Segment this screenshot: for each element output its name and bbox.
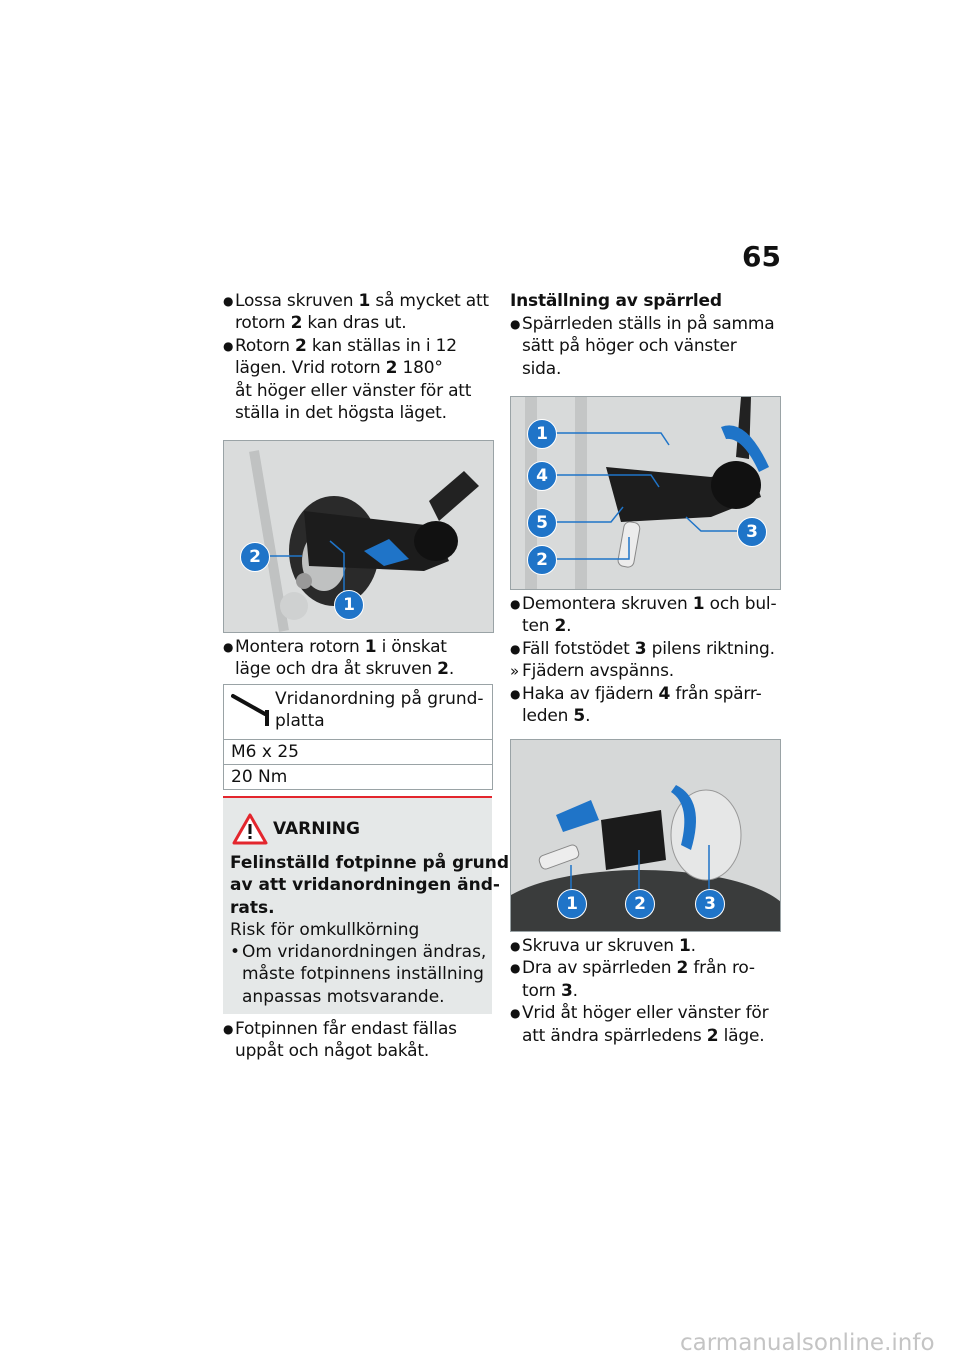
text-line [235, 658, 498, 680]
part-number: 5 [573, 706, 586, 727]
list-item [510, 313, 785, 380]
text: att ändra spärrledens [522, 1025, 707, 1046]
text: 180° [397, 358, 443, 379]
text-line [235, 357, 498, 379]
text-line [235, 636, 498, 658]
list-item [223, 636, 498, 681]
list-item [223, 1018, 498, 1063]
bullet: ● [223, 640, 234, 654]
text-line [235, 1018, 498, 1040]
instruction-list [223, 290, 498, 424]
watermark: carmanualsonline.info [680, 1330, 935, 1356]
list-item [510, 593, 785, 638]
bullet: ● [510, 961, 521, 976]
text-line [235, 402, 498, 424]
warning-risk: Risk för omkullkörning [230, 920, 420, 940]
text: pilens riktning. [646, 638, 775, 659]
text: torn [522, 980, 561, 1001]
text: kan ställas in i 12 [306, 335, 457, 356]
text: läge. [718, 1025, 765, 1046]
text: läge och dra åt skruven [235, 659, 438, 680]
bullet: ● [510, 939, 521, 953]
text: uppåt och något bakåt. [235, 1041, 430, 1062]
text-line [522, 957, 785, 979]
part-number: 1 [679, 936, 691, 956]
instruction-list [510, 593, 785, 727]
part-number: 2 [676, 958, 689, 979]
text: . [566, 616, 572, 637]
text-line [522, 660, 785, 682]
torque-label-line: platta [275, 711, 325, 732]
text: och bul- [704, 594, 777, 614]
part-number: 2 [294, 335, 307, 356]
text: sätt på höger och vänster [522, 336, 737, 357]
callout-3: 3 [695, 889, 725, 919]
text-line [522, 593, 785, 615]
torque-wrench-icon [231, 692, 275, 732]
text: ten [522, 616, 555, 637]
part-number: 3 [634, 638, 647, 659]
part-number: 1 [692, 594, 705, 614]
text: sida. [522, 358, 562, 379]
ratchet-removal-illustration [510, 739, 781, 932]
instruction-list [510, 935, 785, 1047]
callout-1: 1 [527, 419, 557, 449]
text: rotorn [235, 313, 291, 334]
part-number: 2 [706, 1025, 719, 1046]
text: Skruva ur skruven [522, 936, 680, 956]
bullet: ● [510, 317, 521, 331]
text: leden [522, 706, 574, 727]
text-line [522, 935, 785, 957]
warning-heading-line: rats. [230, 897, 275, 918]
text: från ro- [688, 958, 755, 979]
torque-label-line: Vridanordning på grund- [275, 689, 484, 709]
text: Dra av spärrleden [522, 958, 677, 979]
bullet: ● [223, 294, 234, 308]
part-number: 1 [364, 637, 377, 657]
text-line [235, 335, 498, 357]
text-line [522, 615, 785, 637]
warning-heading-line: Felinställd fotpinne på grund [230, 853, 510, 873]
callout-2: 2 [527, 545, 557, 575]
callout-4: 4 [527, 461, 557, 491]
callout-2: 2 [625, 889, 655, 919]
text: . [572, 980, 578, 1001]
text-line [235, 380, 498, 402]
warning-text-line: måste fotpinnens inställning [242, 964, 484, 985]
text: i önskat [376, 637, 447, 657]
text: lägen. Vrid rotorn [235, 358, 386, 379]
text: Fäll fotstödet [522, 638, 635, 659]
list-item [510, 957, 785, 1002]
text-line [522, 638, 785, 660]
text: Lossa skruven [235, 291, 359, 311]
text-line [522, 335, 785, 357]
part-number: 2 [290, 313, 303, 334]
text-line [235, 1040, 498, 1062]
text: Montera rotorn [235, 637, 365, 657]
callout-5: 5 [527, 508, 557, 538]
text-line [522, 358, 785, 380]
list-item [510, 935, 785, 957]
bullet: ● [510, 641, 521, 656]
list-item [510, 683, 785, 728]
part-number: 3 [560, 980, 573, 1001]
result-item [510, 660, 785, 682]
torque-table [223, 684, 493, 790]
text: från spärr- [670, 683, 762, 704]
callout-3: 3 [737, 517, 767, 547]
bullet: ● [223, 1022, 234, 1036]
text-line [522, 980, 785, 1002]
text: Fjädern avspänns. [522, 661, 674, 682]
warning-text-line: anpassas motsvarande. [242, 986, 445, 1007]
text: . [690, 936, 696, 956]
text: ställa in det högsta läget. [235, 403, 447, 424]
text: Fotpinnen får endast fällas [235, 1019, 457, 1039]
bullet: » [510, 662, 519, 681]
warning-title: VARNING [273, 819, 360, 839]
list-item [223, 290, 498, 335]
ratchet-joint-illustration [510, 396, 781, 590]
callout-2: 2 [240, 542, 270, 572]
list-item [223, 335, 498, 425]
warning-heading-line: av att vridanordningen änd- [230, 875, 500, 896]
bullet: • [230, 942, 241, 962]
torque-table-header [224, 685, 492, 739]
text: . [448, 659, 455, 680]
part-number: 1 [358, 291, 371, 311]
text-line [235, 312, 498, 334]
text: Haka av fjädern [522, 683, 659, 704]
bullet: ● [510, 1006, 521, 1021]
instruction-list [510, 313, 785, 380]
callout-1: 1 [557, 889, 587, 919]
text-line [522, 705, 785, 727]
text: Demontera skruven [522, 594, 693, 614]
text-line [522, 1025, 785, 1047]
list-item [510, 638, 785, 660]
part-number: 4 [658, 683, 671, 704]
bullet: ● [510, 597, 521, 611]
part-number: 2 [385, 358, 398, 379]
part-number: 2 [554, 616, 567, 637]
instruction-list [223, 636, 498, 681]
text-line [522, 683, 785, 705]
list-item [510, 1002, 785, 1047]
text: åt höger eller vänster för att [235, 380, 472, 401]
instruction-list [223, 1018, 498, 1063]
text: . [585, 706, 591, 727]
text: Spärrleden ställs in på samma [522, 314, 775, 334]
text-line [522, 313, 785, 335]
section-heading: Inställning av spärrled [510, 291, 722, 311]
footpeg-rotor-illustration [223, 440, 494, 633]
text-line [235, 290, 498, 312]
text: så mycket att [370, 291, 489, 311]
part-number: 2 [437, 659, 449, 680]
page-number: 65 [742, 240, 781, 273]
text: Vrid åt höger eller vänster för [522, 1003, 769, 1024]
callout-1: 1 [334, 590, 364, 620]
warning-box [223, 796, 510, 1014]
bolt-size: M6 x 25 [224, 739, 492, 764]
text: kan dras ut. [302, 313, 407, 334]
warning-text-line: Om vridanordningen ändras, [242, 942, 487, 962]
bullet: ● [223, 338, 234, 353]
warning-triangle-icon [231, 812, 269, 846]
bullet: ● [510, 686, 521, 701]
torque-value: 20 Nm [224, 764, 492, 789]
text: Rotorn [235, 335, 295, 356]
text-line [522, 1002, 785, 1024]
